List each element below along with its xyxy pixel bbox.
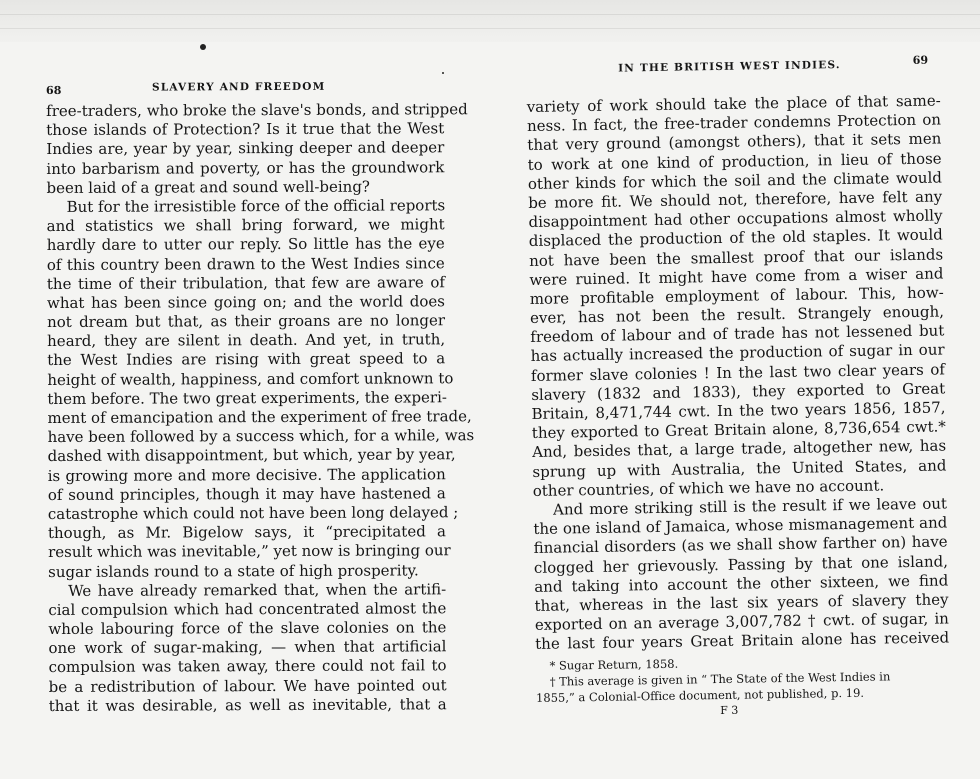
text-line: they exported to Great Britain alone, 8,736,654 cwt.* [531,417,946,443]
text-line: more profitable employment of labour. This, how- [529,283,944,308]
text-line: whole labouring force of the slave colonies on the [48,618,447,639]
footnotes [535,652,950,722]
text-line: variety of work should take the place of that same- [526,91,941,116]
scan-margin [0,0,980,42]
text-line: been laid of a great and sound well-being? [46,177,370,197]
text-line: freedom of labour and of trade has not lessened but [530,321,945,347]
text-line: be a redistribution of labour. We have pointed out [48,675,447,696]
text-line: ness. In fact, the free-trader condemns Protection on [526,110,942,136]
ink-speck [200,44,206,50]
right-body-text [527,91,950,654]
text-line: cial compulsion which had concentrated almost the [48,599,447,619]
text-line: the one island of Jamaica, whose mismanagement and [533,513,948,539]
footnote: 1855,” a Colonial-Office document, not published, p. 19. [535,686,865,706]
text-line: compulsion was taken away, there could not fail to [48,656,447,677]
text-line: though, as Mr. Bigelow says, it “precipitated a [47,522,447,543]
text-line: one work of sugar-making, — when that artificial [48,637,447,658]
left-page [46,80,475,716]
text-line: result which was inevitable,” yet now is bringing our [48,541,451,562]
text-line: sugar islands round to a state of high prosperity. [48,560,419,581]
right-running-title: IN THE BRITISH WEST INDIES. [618,59,841,75]
left-page-number: 68 [46,83,62,97]
text-line: not have been the smallest proof that our islands [529,244,944,270]
text-line: But for the irresistible force of the official reports [66,196,446,216]
text-line: catastrophe which could not have been long delayed ; [47,503,459,523]
text-line: not dream but that, as their groans are no longer [47,311,446,332]
left-running-head [46,80,444,102]
text-line: clogged her grievously. Passing by that one island, [533,551,949,577]
text-line: to work at one kind of production, in lieu of those [527,149,942,174]
text-line: slavery (1832 and 1833), they exported to Great [531,379,946,404]
text-line: other countries, of which we have no account. [532,476,885,500]
text-line: And more striking still is the result if we leave out [552,494,948,519]
text-line: is growing more and more decisive. The application [47,464,446,485]
text-line: heard, they are silent in death. And yet, in truth, [47,330,446,351]
text-line: ever, has not been the result. Strangely enough, [529,302,945,328]
text-line: the West Indies are rising with great speed to a [47,349,446,370]
text-line: that, whereas in the last six years of slavery they [534,590,949,615]
text-line: have been followed by a success which, for a while, was [47,426,475,447]
right-page [526,53,950,722]
right-page-number: 69 [912,53,929,67]
text-line: former slave colonies ! In the last two clear years of [530,360,946,385]
text-line: into barbarism and poverty, or has the groundwork [46,157,445,178]
text-line: what has been since going on; and the world does [46,292,445,312]
text-line: of sound principles, though it may have hastened a [47,484,446,504]
text-line: them before. The two great experiments, the experi- [47,388,447,408]
text-line: We have already remarked that, when the artifi- [68,579,447,600]
text-line: sprung up with Australia, the United States, and [532,456,947,481]
text-line: financial disorders (as we shall show farther on) have [533,532,948,558]
footnote: * Sugar Return, 1858. [549,657,679,674]
right-running-head [526,53,940,80]
text-line: the last four years Great Britain alone has received [535,628,950,654]
text-line: disappointment had other occupations almost wholly [528,206,943,232]
text-line: height of wealth, happiness, and comfort unknown to [47,368,454,389]
text-line: hardly dare to utter our reply. So little has the eye [46,234,445,255]
text-line: displaced the production of the old staples. It would [528,225,943,251]
text-line: those islands of Protection? Is it true that the West [46,119,445,140]
text-line: and statistics we shall bring forward, we might [46,215,445,236]
text-line: has actually increased the production of sugar in our [530,340,945,366]
signature-mark: F 3 [720,704,739,718]
text-line: other kinds for which the soil and the climate would [527,168,943,193]
text-line: free-traders, who broke the slave's bonds, and stripped [46,100,468,120]
text-line: were ruined. It might have come from a wiser and [529,264,944,289]
left-body-text [46,100,475,716]
text-line: that very ground (amongst others), that it sets men [527,129,942,155]
text-line: exported on an average 3,007,782 † cwt. of sugar, in [534,609,949,634]
text-line: ment of emancipation and the experiment of free trade, [47,407,472,427]
text-line: the time of their tribulation, that few are aware of [46,272,445,293]
text-line: dashed with disappointment, but which, year by year, [47,445,456,466]
text-line: Britain, 8,471,744 cwt. In the two years 1856, 1857, [531,398,946,423]
scan-artifact-line [0,28,980,29]
text-line: And, besides that, a large trade, altogether new, has [532,436,947,462]
scan-artifact-line [0,14,980,15]
footnote: † This average is given in “ The State of the West Indies in [549,669,891,690]
text-line: be more fit. We should not, therefore, have felt any [528,187,943,212]
text-line: Indies are, year by year, sinking deeper and deeper [46,138,445,159]
text-line: of this country been drawn to the West Indies since [46,253,445,274]
left-running-title: SLAVERY AND FREEDOM [151,80,326,94]
text-line: and taking into account the other sixteen, we find [534,571,949,596]
ink-speck [442,72,444,74]
text-line: that it was desirable, as well as inevitable, that a [48,695,447,715]
